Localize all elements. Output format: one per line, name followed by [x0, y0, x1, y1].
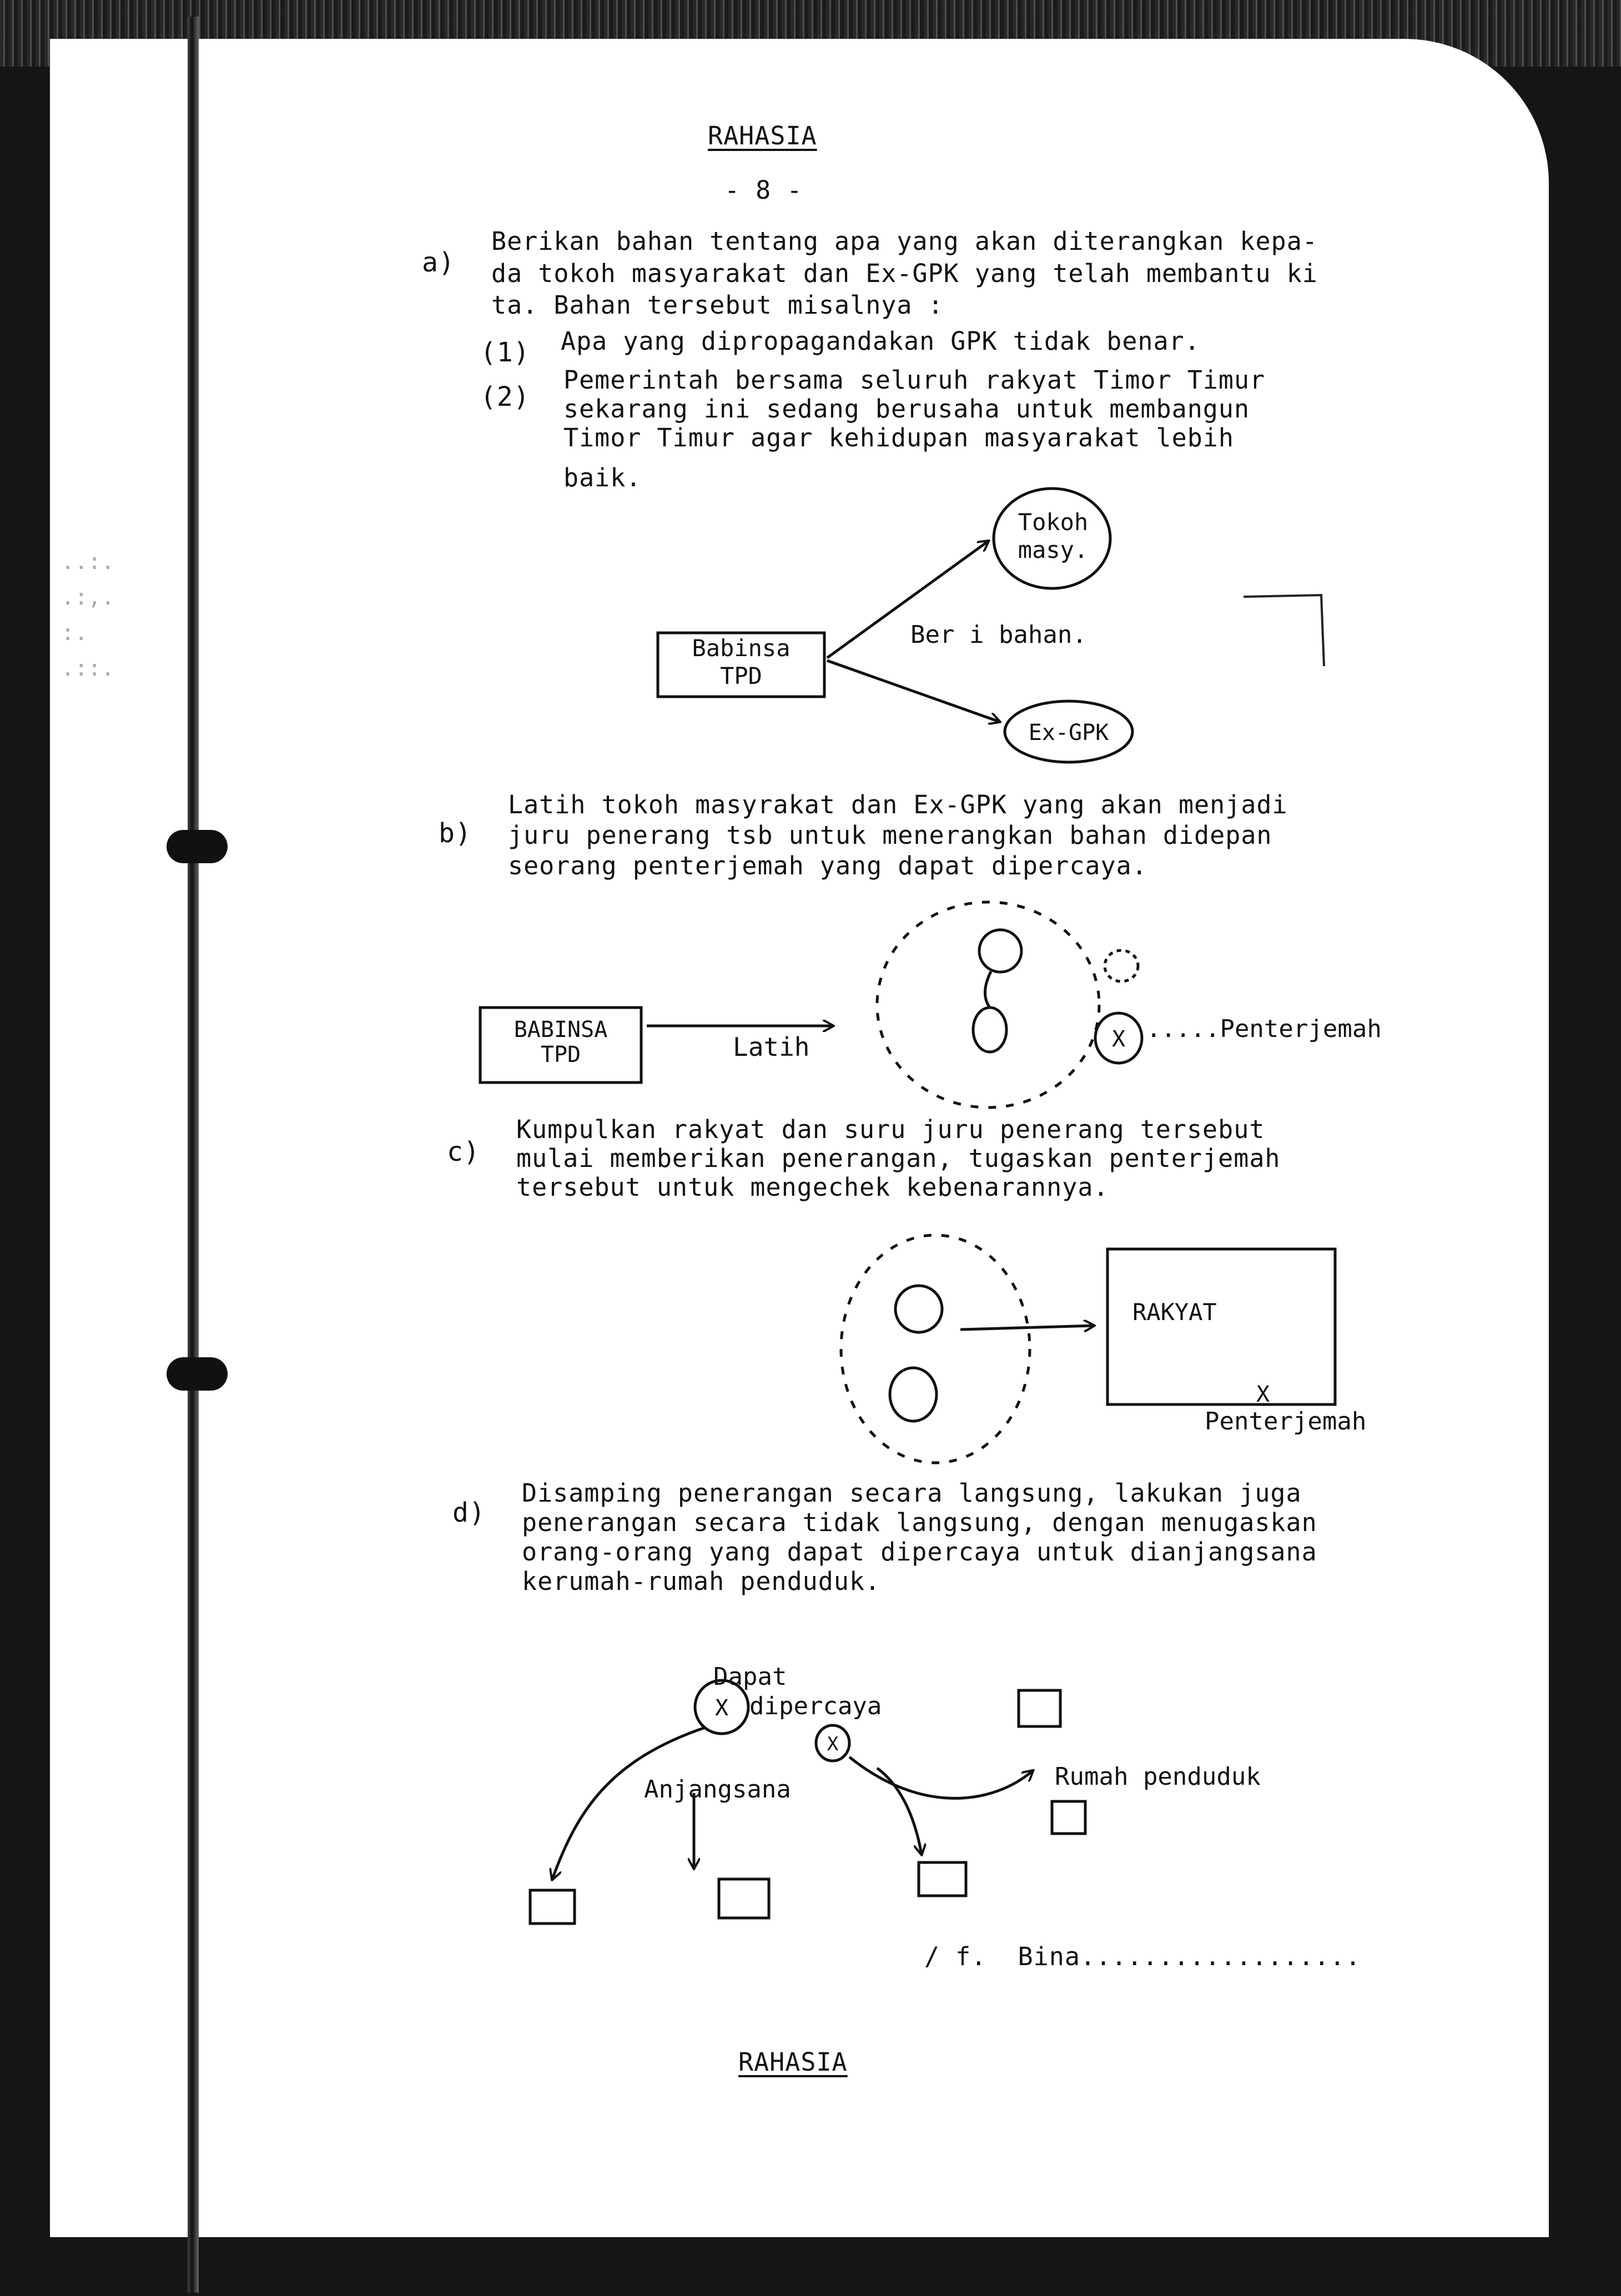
- corner-mark: [1244, 595, 1324, 666]
- house-1: [530, 1890, 575, 1924]
- babinsa-b-label-2: TPD: [540, 1042, 581, 1068]
- house-4: [1019, 1690, 1060, 1726]
- translator-x-mark: X: [1111, 1026, 1126, 1052]
- item-1-line-1: Apa yang dipropagandakan GPK tidak benar.: [561, 326, 1200, 356]
- trusted-x-mark-2: X: [827, 1733, 839, 1755]
- section-a-line-2: da tokoh masyarakat dan Ex-GPK yang telah membantu ki: [491, 259, 1318, 288]
- page-number: - 8 -: [724, 175, 803, 205]
- exgpk-label: Ex-GPK: [1028, 720, 1109, 746]
- person-circle-2: [973, 1008, 1006, 1052]
- connector-1: [985, 971, 991, 1008]
- trusted-label-1: Dapat: [713, 1663, 787, 1691]
- trusted-label-2: dipercaya: [749, 1692, 882, 1720]
- translator-label-b: .....Penterjemah: [1146, 1015, 1382, 1043]
- item-2-line-4: baik.: [563, 463, 642, 492]
- ber-i-bahan-label: Ber i bahan.: [910, 621, 1087, 649]
- continuation-note: / f. Bina..................: [924, 1942, 1361, 1971]
- babinsa-label-2: TPD: [720, 662, 762, 689]
- latih-label: Latih: [733, 1032, 810, 1062]
- section-a-marker: a): [422, 247, 455, 278]
- section-d-marker: d): [452, 1497, 486, 1528]
- anjangsana-label: Anjangsana: [644, 1775, 791, 1804]
- house-5: [1052, 1801, 1085, 1834]
- bleed-through-left: ..:. .:,. :. .::.: [61, 549, 115, 681]
- section-b-line-3: seorang penterjemah yang dapat dipercaya.: [508, 851, 1147, 880]
- section-c-line-2: mulai memberikan penerangan, tugaskan penterjemah: [516, 1144, 1281, 1173]
- house-2: [719, 1879, 769, 1918]
- section-d-line-1: Disamping penerangan secara langsung, lakukan juga: [522, 1478, 1302, 1508]
- diagram-b: [480, 902, 1142, 1107]
- rakyat-x-mark: X: [1256, 1382, 1270, 1407]
- translator-label-c: Penterjemah: [1205, 1407, 1367, 1436]
- section-d-line-2: penerangan secara tidak langsung, dengan menugaskan: [522, 1508, 1317, 1537]
- section-c-marker: c): [447, 1136, 480, 1167]
- item-2-line-1: Pemerintah bersama seluruh rakyat Timor Timur: [563, 365, 1266, 395]
- rumah-penduduk-label: Rumah penduduk: [1055, 1763, 1261, 1791]
- speaker-group-circle: [841, 1235, 1030, 1463]
- section-b-marker: b): [439, 818, 472, 849]
- babinsa-label-1: Babinsa: [692, 635, 791, 662]
- item-2-line-2: sekarang ini sedang berusaha untuk membangun: [563, 394, 1250, 424]
- section-c-line-1: Kumpulkan rakyat dan suru juru penerang tersebut: [516, 1115, 1265, 1144]
- section-b-line-2: juru penerang tsb untuk menerangkan bahan didepan: [508, 820, 1272, 850]
- rakyat-label: RAKYAT: [1132, 1298, 1217, 1326]
- speaker-circle-2: [890, 1368, 937, 1421]
- arrow-to-rakyat: [960, 1326, 1094, 1330]
- tokoh-label-2: masy.: [1018, 536, 1089, 563]
- person-circle-1: [979, 930, 1021, 972]
- tokoh-label-1: Tokoh: [1018, 508, 1089, 536]
- item-2-marker: (2): [480, 381, 530, 412]
- item-1-marker: (1): [480, 337, 530, 368]
- arrow-to-exgpk: [827, 661, 999, 722]
- section-c-line-3: tersebut untuk mengechek kebenarannya.: [516, 1172, 1109, 1202]
- section-d-line-4: kerumah-rumah penduduk.: [522, 1567, 881, 1596]
- classification-footer: RAHASIA: [738, 2047, 848, 2077]
- visit-arrow-right-up: [849, 1757, 1033, 1798]
- section-a-line-1: Berikan bahan tentang apa yang akan diterangkan kepa-: [491, 226, 1318, 256]
- trusted-x-mark-1: X: [714, 1695, 729, 1721]
- house-3: [919, 1862, 966, 1896]
- item-2-line-3: Timor Timur agar kehidupan masyarakat lebih: [563, 423, 1234, 452]
- classification-header: RAHASIA: [708, 121, 817, 150]
- rakyat-box: [1107, 1249, 1335, 1404]
- person-circle-3: [1105, 950, 1138, 981]
- babinsa-b-label-1: BABINSA: [514, 1017, 608, 1043]
- speaker-circle-1: [895, 1286, 942, 1332]
- section-d-line-3: orang-orang yang dapat dipercaya untuk dianjangsana: [522, 1537, 1317, 1567]
- section-a-line-3: ta. Bahan tersebut misalnya :: [491, 290, 944, 320]
- section-b-line-1: Latih tokoh masyrakat dan Ex-GPK yang akan menjadi: [508, 790, 1288, 819]
